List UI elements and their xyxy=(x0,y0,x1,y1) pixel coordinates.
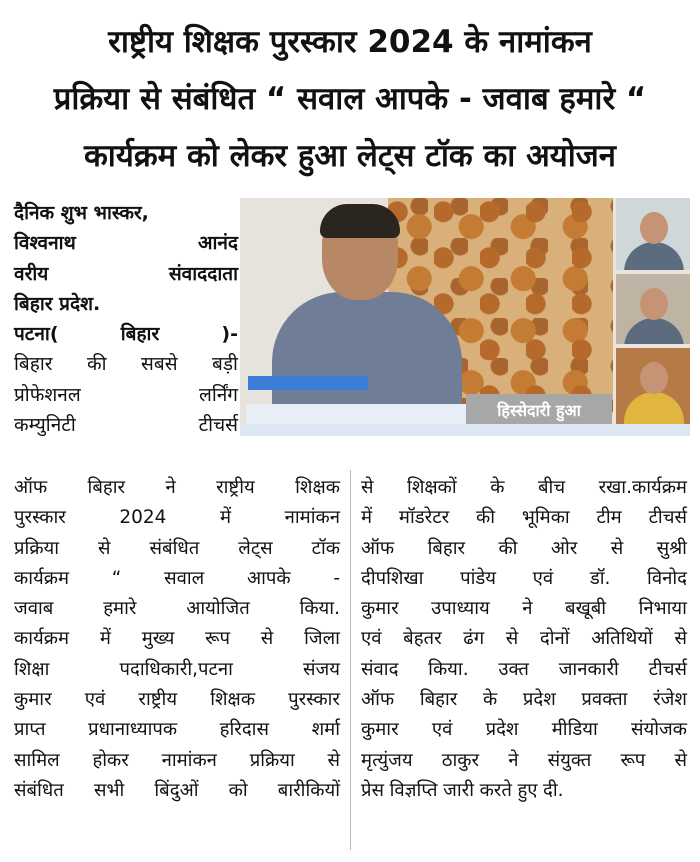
newspaper-name: दैनिक शुभ भास्कर, xyxy=(14,202,149,224)
word: सामिल xyxy=(14,749,60,771)
word: संवाददाता xyxy=(168,262,238,285)
word: 2024 xyxy=(119,507,167,529)
word: प्रवक्ता xyxy=(581,689,628,711)
word: के xyxy=(490,477,505,498)
word: भूमिका xyxy=(521,507,570,529)
word: बिंदुओं xyxy=(154,779,199,801)
word: ठाकुर xyxy=(441,749,480,771)
article-line xyxy=(361,685,687,715)
word: आयोजित xyxy=(186,598,250,620)
byline-block xyxy=(14,198,238,440)
word: रूप xyxy=(205,628,230,650)
article-headline xyxy=(8,14,692,185)
word: में xyxy=(99,628,111,650)
word: “ xyxy=(111,567,122,589)
reporter-name xyxy=(14,228,238,258)
participant-thumbnail xyxy=(616,348,690,428)
article-line xyxy=(14,655,340,685)
headline-line: राष्ट्रीय शिक्षक पुरस्कार 2024 के नामांकन xyxy=(108,24,592,60)
article-line xyxy=(14,503,340,533)
word: कुमार xyxy=(361,598,399,620)
word: पटना( xyxy=(14,323,59,346)
participant-thumbnail xyxy=(616,274,690,344)
word: शिक्षक xyxy=(295,477,340,498)
word: ने xyxy=(522,598,533,620)
reporter-title xyxy=(14,259,238,289)
headline-line: प्रक्रिया से संबंधित “ सवाल आपके - जवाब हमारे “ xyxy=(53,81,647,117)
word: एवं xyxy=(431,719,453,741)
word: डॉ. xyxy=(589,567,611,589)
participant-thumbnail xyxy=(616,198,690,270)
ticker-banner: हिस्सेदारी हुआ xyxy=(466,394,612,428)
participant-face xyxy=(640,288,668,320)
word: नामांकन xyxy=(161,749,217,771)
word: मृत्युंजय xyxy=(361,749,413,771)
word: से xyxy=(674,749,687,771)
word: से xyxy=(674,628,687,650)
word: एवं xyxy=(84,689,106,711)
word: राष्ट्रीय xyxy=(138,689,178,711)
word: पदाधिकारी,पटना xyxy=(119,658,233,680)
word: बिहार xyxy=(419,689,458,711)
article-line xyxy=(14,715,340,745)
word: कार्यक्रम xyxy=(14,628,70,650)
word: टीचर्स xyxy=(198,414,238,437)
word: टॉक xyxy=(311,537,340,559)
word: सुश्री xyxy=(656,537,687,559)
word: प्रधानाध्यापक xyxy=(88,719,178,741)
word: लेट्स xyxy=(238,537,273,559)
word: टीचर्स xyxy=(648,507,687,529)
word: में xyxy=(220,507,232,529)
word: को xyxy=(228,779,248,801)
word: से xyxy=(260,628,274,650)
word: सभी xyxy=(93,779,125,801)
word: दीपशिखा xyxy=(361,567,424,589)
article-column-left xyxy=(14,473,340,806)
word: कुमार xyxy=(14,689,52,711)
word: उक्त xyxy=(498,658,529,680)
word: किया. xyxy=(299,598,340,620)
word: ने xyxy=(165,477,176,498)
column-divider xyxy=(350,470,351,850)
article-line xyxy=(14,473,340,503)
intro-line xyxy=(14,380,238,410)
word: शिक्षक xyxy=(210,689,256,711)
word: दी. xyxy=(543,779,564,801)
article-line xyxy=(14,564,340,594)
word: बिहार xyxy=(120,323,160,346)
word: के xyxy=(483,689,498,711)
word: शिक्षकों xyxy=(407,477,457,498)
word: हुए xyxy=(517,779,538,801)
word: ढंग xyxy=(463,628,485,650)
article-line xyxy=(361,715,687,745)
word: संवाद xyxy=(361,658,399,680)
word: प्रक्रिया xyxy=(249,749,295,771)
article-line xyxy=(361,776,687,806)
word: पुरस्कार xyxy=(14,507,66,529)
word: ऑफ xyxy=(14,477,48,498)
word: बिहार xyxy=(14,353,53,376)
intro-line xyxy=(14,349,238,379)
word: ऑफ xyxy=(361,537,395,559)
article-line xyxy=(361,746,687,776)
word: में xyxy=(361,507,373,529)
word: वरीय xyxy=(14,262,49,285)
article-line xyxy=(361,624,687,654)
word: बिहार xyxy=(87,477,126,498)
reporter-state: बिहार प्रदेश. xyxy=(14,292,101,315)
word: हरिदास xyxy=(219,719,269,741)
word: टीचर्स xyxy=(648,658,687,680)
word: रंजेश xyxy=(653,689,687,711)
word: मुख्य xyxy=(141,628,175,650)
word: प्रदेश xyxy=(522,689,556,711)
word: बेहतर xyxy=(403,628,442,650)
word: जानकारी xyxy=(558,658,619,680)
word: शर्मा xyxy=(311,719,340,741)
word: रूप xyxy=(620,749,646,771)
article-line xyxy=(361,503,687,533)
headline-line: कार्यक्रम को लेकर हुआ लेट्स टॉक का अयोजन xyxy=(84,138,616,174)
article-line xyxy=(14,685,340,715)
word: से xyxy=(610,537,624,559)
word: जिला xyxy=(304,628,340,650)
word: संबंधित xyxy=(149,537,200,559)
word: लर्निंग xyxy=(198,383,238,406)
word: से xyxy=(361,477,374,498)
word: रखा.कार्यक्रम xyxy=(598,477,687,498)
word: पांडेय xyxy=(460,567,496,589)
article-line xyxy=(361,594,687,624)
word: सबसे xyxy=(141,353,178,376)
word: अतिथियों xyxy=(591,628,653,650)
word: कम्युनिटी xyxy=(14,414,76,437)
word: प्रक्रिया xyxy=(14,537,60,559)
word: मॉडरेटर xyxy=(398,507,450,529)
word: बीच xyxy=(537,477,566,498)
word: संयुक्त xyxy=(547,749,592,771)
article-line xyxy=(14,776,340,806)
speaker-name-tag xyxy=(248,376,368,390)
word: होकर xyxy=(92,749,129,771)
word: ने xyxy=(508,749,519,771)
word: जवाब xyxy=(14,598,54,620)
word: )- xyxy=(221,323,238,346)
word: से xyxy=(327,749,340,771)
subtitle-strip xyxy=(240,424,690,436)
word: कार्यक्रम xyxy=(14,567,70,589)
word: की xyxy=(498,537,518,559)
word: से xyxy=(505,628,519,650)
article-line xyxy=(14,624,340,654)
participant-body xyxy=(624,242,684,270)
word: जारी xyxy=(443,779,475,801)
article-line xyxy=(361,473,687,503)
word: निभाया xyxy=(638,598,687,620)
word: राष्ट्रीय xyxy=(216,477,255,498)
article-line xyxy=(361,534,687,564)
word: की xyxy=(475,507,495,529)
speaker-hair xyxy=(320,204,400,238)
word: टीम xyxy=(596,507,622,529)
word: प्रेस xyxy=(361,779,385,801)
word: नामांकन xyxy=(284,507,340,529)
word: आपके xyxy=(246,567,291,589)
participant-face xyxy=(640,362,668,394)
word: संयोजक xyxy=(631,719,687,741)
word: विज्ञप्ति xyxy=(389,779,438,801)
word: ओर xyxy=(550,537,578,559)
article-column-right xyxy=(361,473,687,806)
article-line xyxy=(14,534,340,564)
word: किया. xyxy=(428,658,469,680)
word: दोनों xyxy=(539,628,570,650)
word: शिक्षा xyxy=(14,658,50,680)
word: पुरस्कार xyxy=(288,689,340,711)
word: उपाध्याय xyxy=(431,598,490,620)
word: - xyxy=(333,567,340,589)
word: एवं xyxy=(532,567,554,589)
participant-face xyxy=(640,212,668,244)
word: कुमार xyxy=(361,719,399,741)
article-line xyxy=(361,655,687,685)
word: विनोद xyxy=(647,567,687,589)
word: बारीकियों xyxy=(277,779,340,801)
word: प्रोफेशनल xyxy=(14,383,81,406)
word: करते xyxy=(479,779,512,801)
article-line xyxy=(361,564,687,594)
word: संजय xyxy=(303,658,340,680)
article-line xyxy=(14,594,340,624)
word: विश्वनाथ xyxy=(14,232,76,255)
word: से xyxy=(98,537,111,559)
word: मीडिया xyxy=(551,719,598,741)
video-call-photo xyxy=(240,198,690,436)
participant-body xyxy=(624,392,684,428)
main-speaker-frame xyxy=(240,198,613,436)
word: प्राप्त xyxy=(14,719,46,741)
word: की xyxy=(87,353,107,376)
word: आनंद xyxy=(197,232,238,255)
word: बड़ी xyxy=(212,353,238,376)
word: प्रदेश xyxy=(485,719,519,741)
word: हमारे xyxy=(103,598,137,620)
word: ऑफ xyxy=(361,689,395,711)
word: एवं xyxy=(361,628,382,650)
word: सवाल xyxy=(164,567,205,589)
word: बखूबी xyxy=(565,598,607,620)
article-line xyxy=(14,746,340,776)
dateline xyxy=(14,319,238,349)
participant-body xyxy=(624,318,684,344)
intro-line xyxy=(14,410,238,440)
word: संबंधित xyxy=(14,779,64,801)
word: बिहार xyxy=(427,537,466,559)
